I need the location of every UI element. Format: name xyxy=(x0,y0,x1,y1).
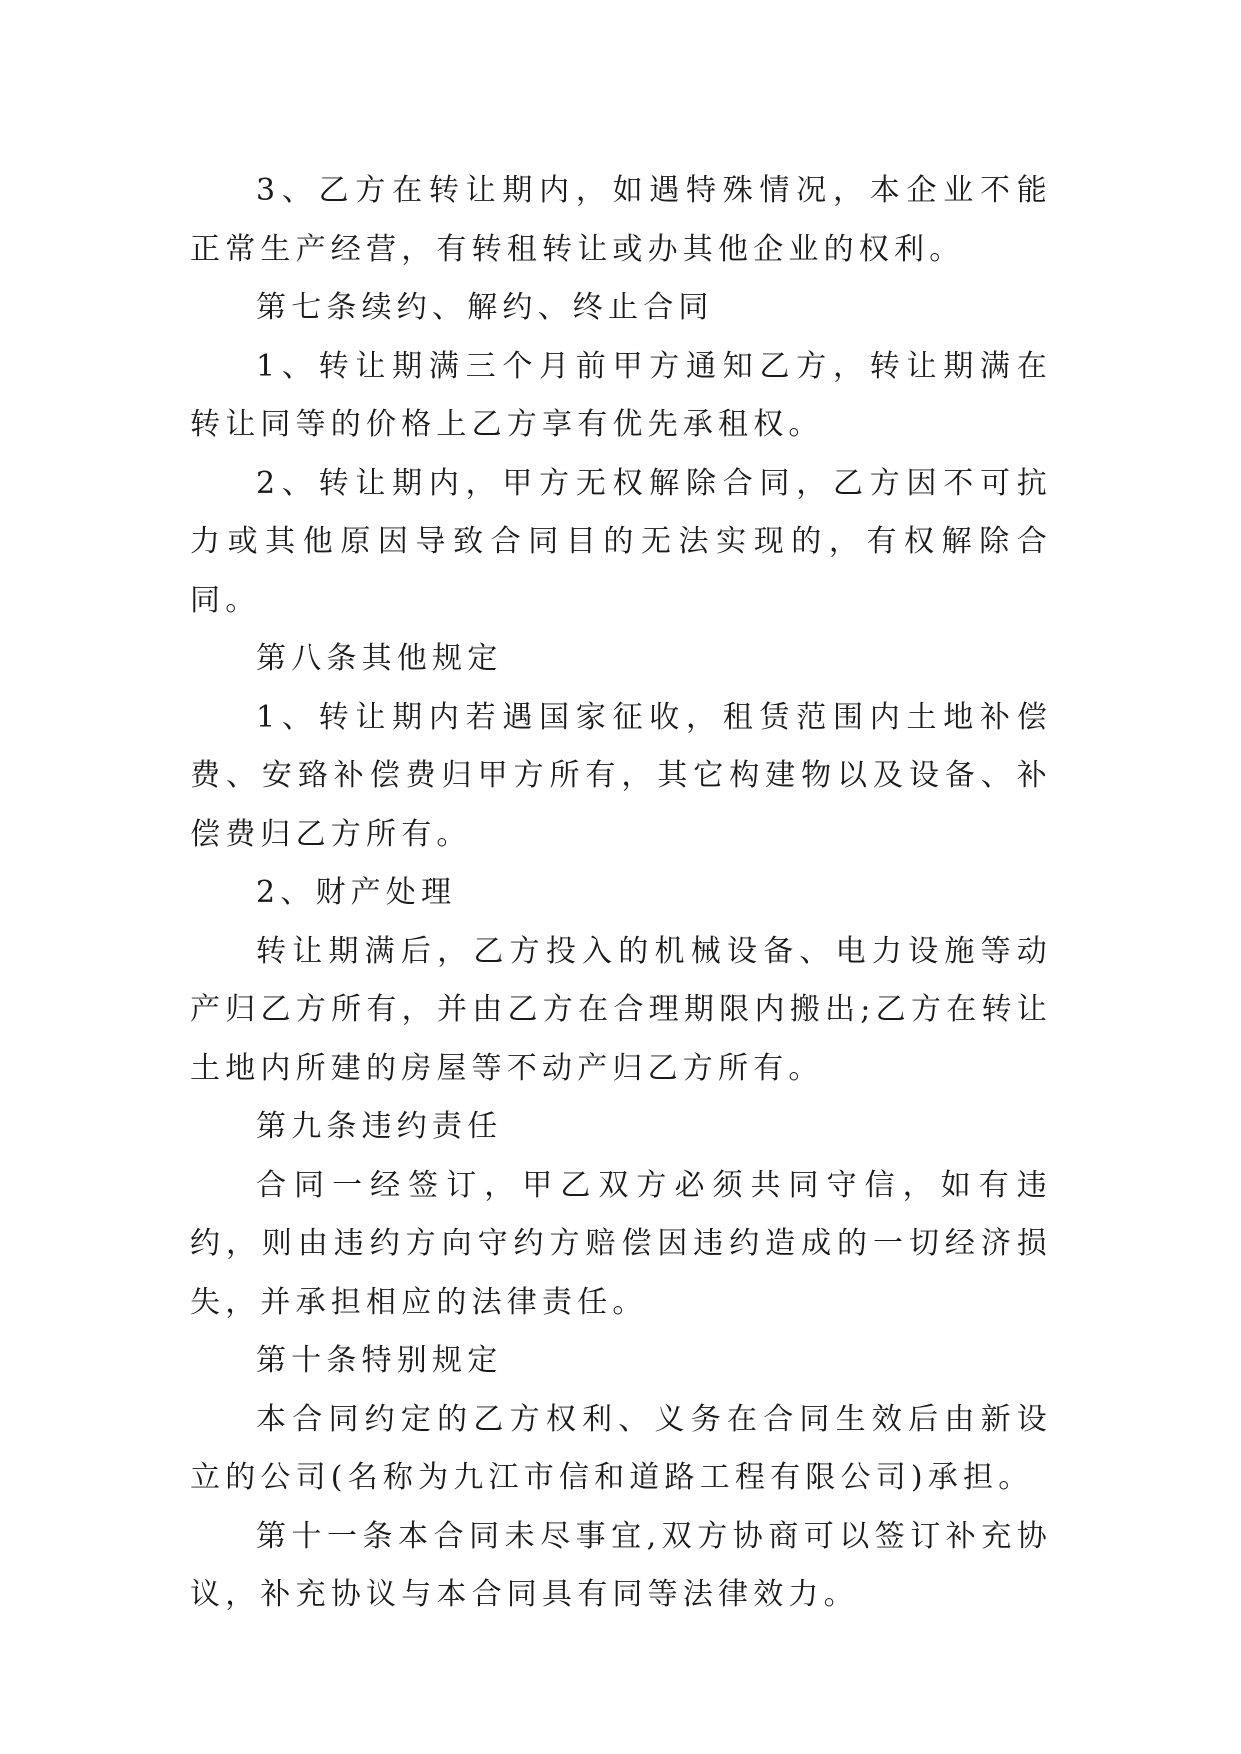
clause-8-item-2: 2、财产处理 xyxy=(256,875,457,910)
article-9-heading: 第九条违约责任 xyxy=(256,1109,503,1144)
breach-liability-text: 合同一经签订，甲乙双方必须共同守信，如有违约，则由违约方向守约方赔偿因违约造成的一切经济损失，并承担相应的法律责任。 xyxy=(190,1167,1052,1320)
article-11-text: 第十一条本合同未尽事宜,双方协商可以签订补充协议，补充协议与本合同具有同等法律效力。 xyxy=(190,1518,1052,1612)
article-7-heading: 第七条续约、解约、终止合同 xyxy=(256,290,714,325)
article-10-heading: 第十条特别规定 xyxy=(256,1343,503,1378)
clause-8-item-1: 1、转让期内若遇国家征收，租赁范围内土地补偿费、安臵补偿费归甲方所有，其它构建物以及设备、补偿费归乙方所有。 xyxy=(190,699,1052,852)
clause-6-item-3: 3、乙方在转让期内，如遇特殊情况，本企业不能正常生产经营，有转租转让或办其他企业的权利。 xyxy=(190,173,1052,267)
clause-7-item-2: 2、转让期内，甲方无权解除合同，乙方因不可抗力或其他原因导致合同目的无法实现的，有权解除合同。 xyxy=(190,465,1052,618)
special-provision-text: 本合同约定的乙方权利、义务在合同生效后由新设立的公司(名称为九江市信和道路工程有限公司)承担。 xyxy=(190,1401,1052,1495)
document-body xyxy=(190,162,1052,1625)
property-handling-text: 转让期满后，乙方投入的机械设备、电力设施等动产归乙方所有，并由乙方在合理期限内搬出;乙方在转让土地内所建的房屋等不动产归乙方所有。 xyxy=(190,933,1052,1086)
clause-7-item-1: 1、转让期满三个月前甲方通知乙方，转让期满在转让同等的价格上乙方享有优先承租权。 xyxy=(190,348,1052,442)
article-8-heading: 第八条其他规定 xyxy=(256,641,503,676)
